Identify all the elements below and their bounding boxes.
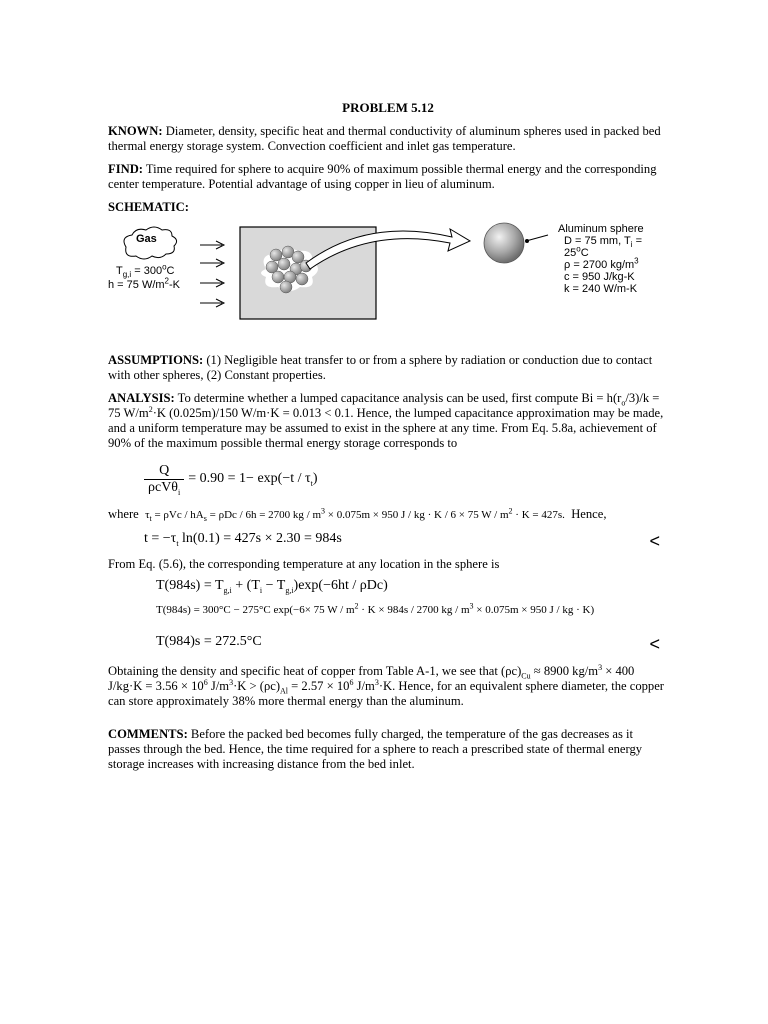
answer-marker: < <box>649 531 660 551</box>
analysis-label: ANALYSIS: <box>108 391 175 405</box>
comments-text: Before the packed bed becomes fully charged, the temperature of the gas decreases as it passes through the bed. Hence, the time required for a sphere to reach a prescribed state of thermal energy storage increases with increasing distance from the bed inlet. <box>108 727 643 771</box>
sphere-diameter-temp: D = 75 mm, $T_i = 25^oC$ <box>564 235 642 259</box>
comments-label: COMMENTS: <box>108 727 188 741</box>
sphere-properties <box>558 223 668 295</box>
equation-time: $t = -\tau_t$ ln(0.1) = 427s × 2.30 = 984s < <box>144 531 660 551</box>
find-section <box>108 162 668 192</box>
gas-label: Gas <box>136 233 157 245</box>
equation-temperature-general: $T(984s) = T_{g,i} + (T_i - T_{g,i})\exp(-6ht / \rho Dc)$ <box>156 578 388 595</box>
find-label: FIND: <box>108 162 143 176</box>
answer-marker: < <box>649 634 660 654</box>
schematic-figure <box>108 219 668 345</box>
comments-section <box>108 727 668 772</box>
known-label: KNOWN: <box>108 124 163 138</box>
equation-temperature-numeric: T(984s) = 300°C − 275°C exp(−6× 75 $W / m^2 \cdot K \times 984s / 2700$ kg / $m^3 \times 0.075m \times 950$ J / kg · K) <box>156 601 595 616</box>
document-page <box>108 100 668 772</box>
assumptions-label: ASSUMPTIONS: <box>108 353 204 367</box>
sphere-density: ρ = 2700 $kg/m^3$ <box>564 256 639 271</box>
equation-energy-fraction: $\frac{Q}{\rho cV\theta_i}$ = $0.90 = 1- \exp(-t / \tau_t)$ <box>108 457 668 501</box>
sphere-title: Aluminum sphere <box>558 223 644 235</box>
eq56-intro: From Eq. (5.6), the corresponding temperature at any location in the sphere is <box>108 557 500 571</box>
find-text: Time required for sphere to acquire 90% of maximum possible thermal energy and the corresponding center temperature. Potential advantage of using copper in lieu of aluminum. <box>108 162 657 191</box>
sphere-specific-heat: c = 950 J/kg-K <box>564 271 635 283</box>
schematic-label: SCHEMATIC: <box>108 200 189 214</box>
analysis-section: ANALYSIS: To determine whether a lumped capacitance analysis can be used, first compute $Bi = h(r_o/3)/k = 75$ $W/m^2\cdot K$ (0.025m)/150 W/m·K = 0.013 < 0.1. Hence, the lumped capacitance approximation may be made, and a uniform temperature may be assumed to exist in the sphere at any time. From Eq. 5.8a, achievement of 90% of the maximum possible thermal energy storage corresponds to <box>108 391 664 450</box>
time-constant-line: where $\tau_t = \rho Vc / hA_s = \rho Dc / 6h = 2700$ kg / $m^3 \times 0.075m \times 950$ J / kg · K / 6 × 75 $W / m^2 \cdot K = 427s$. Hence, <box>108 506 607 524</box>
known-text: Diameter, density, specific heat and thermal conductivity of aluminum spheres used in packed bed thermal energy storage system. Convection coefficient and inlet gas temperature. <box>108 124 661 153</box>
aluminum-sphere-icon <box>484 223 524 263</box>
assumptions-text: (1) Negligible heat transfer to or from a sphere by radiation or conduction due to contact with other spheres, (2) Constant properties. <box>108 353 653 382</box>
sphere-conductivity: k = 240 W/m-K <box>564 283 638 295</box>
assumptions-section <box>108 353 668 383</box>
copper-comparison: Obtaining the density and specific heat of copper from Table A-1, we see that $(\rho c)_{Cu} \approx 8900$ $kg/m^3 \times 400$ $J/kg\cdot K = 3.56 \times 10^6$ $J/m^3\cdot K > (\rho c)_{Al} = 2.57 \times 10^6$ $J/m^3\cdot K$. Hence, for an equivalent sphere diameter, the copper can store approximately 38% more thermal energy than the aluminum. <box>108 662 665 708</box>
equation-temperature-result: T(984)s = 272.5°C < <box>156 634 660 654</box>
convection-coefficient: h = 75 $W/m^2-K$ <box>108 276 180 291</box>
gas-inlet-temperature: $T_{g,i} = 300^oC$ <box>116 262 175 280</box>
flow-arrows <box>200 241 224 307</box>
problem-title: PROBLEM 5.12 <box>342 100 434 115</box>
known-section <box>108 124 668 154</box>
fraction: $\frac{Q}{\rho cV\theta_i}$ <box>144 463 184 496</box>
